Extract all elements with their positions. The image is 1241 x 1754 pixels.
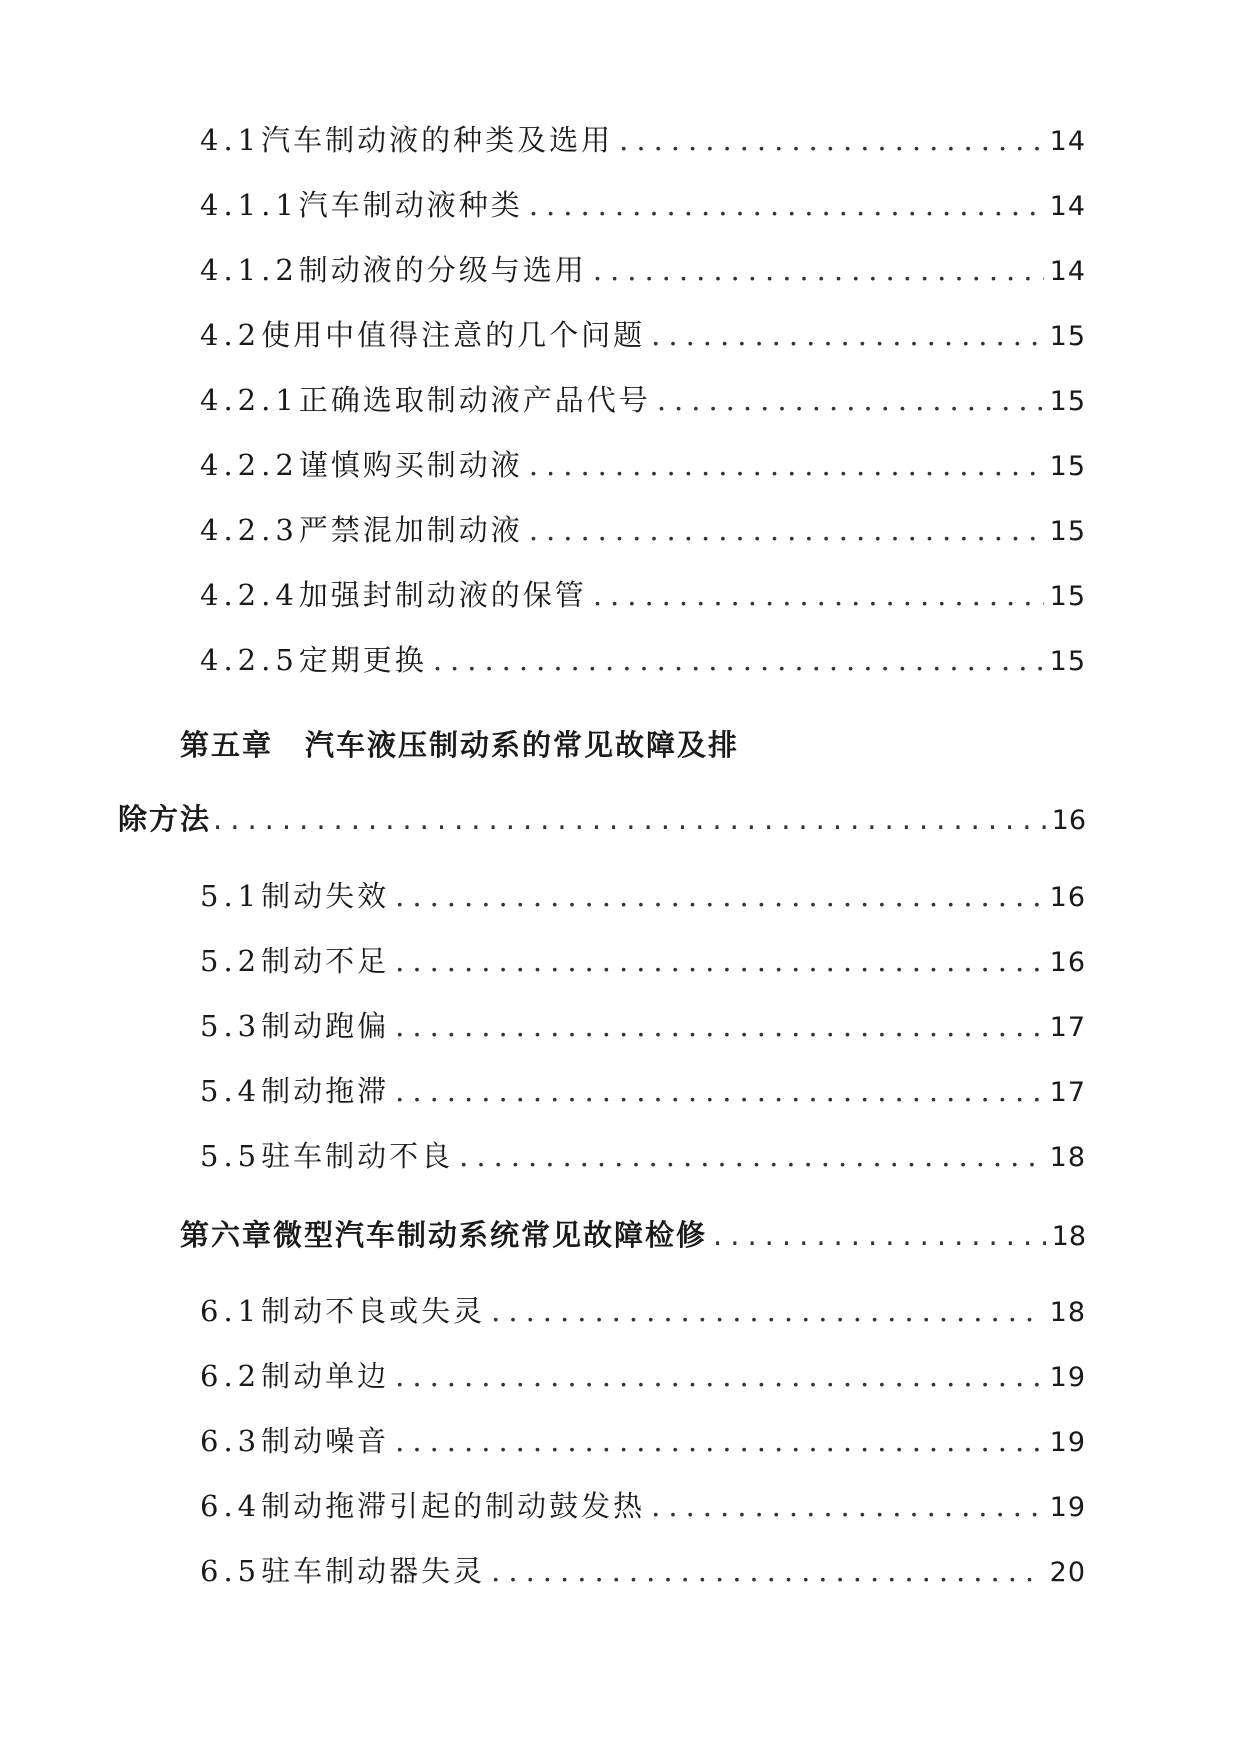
entry-page: 15 xyxy=(1049,321,1086,352)
entry-page: 20 xyxy=(1049,1557,1086,1588)
entry-number: 6.2 xyxy=(200,1359,262,1393)
toc-entry-4-2-3[interactable] xyxy=(200,508,1086,549)
entry-number: 6.5 xyxy=(200,1554,262,1588)
entry-number: 4.1.1 xyxy=(200,188,299,222)
toc-entry-6-4[interactable] xyxy=(200,1484,1086,1525)
entry-number: 5.3 xyxy=(200,1009,262,1043)
toc-entry-4-2[interactable] xyxy=(200,313,1086,354)
toc-entry-6-5[interactable] xyxy=(200,1549,1086,1590)
entry-title: 严禁混加制动液 xyxy=(298,513,523,547)
entry-title: 驻车制动不良 xyxy=(261,1139,454,1173)
entry-title: 制动噪音 xyxy=(261,1424,390,1458)
entry-number: 4.1.2 xyxy=(200,253,299,287)
entry-page: 16 xyxy=(1049,882,1086,913)
entry-page: 15 xyxy=(1049,451,1086,482)
toc-entry-6-3[interactable] xyxy=(200,1419,1086,1460)
entry-title: 使用中值得注意的几个问题 xyxy=(261,318,646,352)
chapter-title: 微型汽车制动系统常见故障检修 xyxy=(273,1218,708,1252)
entry-page: 17 xyxy=(1049,1077,1086,1108)
chapter-number: 第五章 xyxy=(180,728,274,762)
entry-page: 15 xyxy=(1049,516,1086,547)
toc-entry-4-2-1[interactable] xyxy=(200,378,1086,419)
entry-title: 汽车制动液的种类及选用 xyxy=(261,123,614,157)
dot-leader xyxy=(459,1139,1044,1173)
entry-title: 制动不良或失灵 xyxy=(261,1294,486,1328)
entry-title: 制动失效 xyxy=(261,879,390,913)
dot-leader xyxy=(395,1359,1044,1393)
dot-leader xyxy=(529,513,1044,547)
dot-leader xyxy=(395,1424,1044,1458)
entry-number: 6.4 xyxy=(200,1489,262,1523)
toc-entry-5-5[interactable] xyxy=(200,1134,1086,1175)
entry-page: 18 xyxy=(1049,1142,1086,1173)
dot-leader xyxy=(651,1489,1044,1523)
dot-leader xyxy=(657,383,1044,417)
entry-title: 正确选取制动液产品代号 xyxy=(298,383,651,417)
entry-page: 17 xyxy=(1049,1012,1086,1043)
chapter-title-continued: 除方法 xyxy=(118,802,212,836)
toc-entry-5-2[interactable] xyxy=(200,939,1086,980)
dot-leader xyxy=(213,802,1046,836)
entry-title: 汽车制动液种类 xyxy=(298,188,523,222)
toc-chapter-6[interactable] xyxy=(180,1213,1086,1254)
toc-entry-5-3[interactable] xyxy=(200,1004,1086,1045)
entry-number: 5.2 xyxy=(200,944,262,978)
entry-title: 制动拖滞 xyxy=(261,1074,390,1108)
toc-chapter-5-line2[interactable] xyxy=(118,797,1086,838)
dot-leader xyxy=(491,1294,1044,1328)
entry-title: 制动液的分级与选用 xyxy=(298,253,587,287)
entry-number: 4.2.5 xyxy=(200,643,299,677)
entry-number: 6.3 xyxy=(200,1424,262,1458)
entry-page: 14 xyxy=(1049,126,1086,157)
entry-number: 6.1 xyxy=(200,1294,262,1328)
entry-page: 19 xyxy=(1049,1362,1086,1393)
entry-title: 驻车制动器失灵 xyxy=(261,1554,486,1588)
entry-number: 4.2 xyxy=(200,318,262,352)
entry-page: 16 xyxy=(1049,947,1086,978)
toc-entry-5-1[interactable] xyxy=(200,874,1086,915)
entry-number: 5.1 xyxy=(200,879,262,913)
entry-page: 19 xyxy=(1049,1427,1086,1458)
dot-leader xyxy=(395,944,1044,978)
toc-entry-4-2-2[interactable] xyxy=(200,443,1086,484)
chapter-number: 第六章 xyxy=(180,1218,274,1252)
toc-entry-6-2[interactable] xyxy=(200,1354,1086,1395)
entry-title: 定期更换 xyxy=(298,643,427,677)
toc-entry-5-4[interactable] xyxy=(200,1069,1086,1110)
toc-entry-4-2-5[interactable] xyxy=(200,638,1086,679)
toc-entry-6-1[interactable] xyxy=(200,1289,1086,1330)
entry-page: 14 xyxy=(1049,191,1086,222)
entry-number: 5.4 xyxy=(200,1074,262,1108)
dot-leader xyxy=(651,318,1044,352)
dot-leader xyxy=(395,1074,1044,1108)
toc-chapter-5-line1[interactable] xyxy=(180,723,1086,764)
toc-entry-4-1-1[interactable] xyxy=(200,183,1086,224)
entry-number: 4.2.1 xyxy=(200,383,299,417)
dot-leader xyxy=(491,1554,1044,1588)
dot-leader xyxy=(593,578,1044,612)
entry-number: 5.5 xyxy=(200,1139,262,1173)
chapter-title: 汽车液压制动系的常见故障及排 xyxy=(305,728,740,762)
entry-title: 制动单边 xyxy=(261,1359,390,1393)
dot-leader xyxy=(433,643,1044,677)
entry-title: 制动不足 xyxy=(261,944,390,978)
toc-entry-4-1-2[interactable] xyxy=(200,248,1086,289)
entry-page: 15 xyxy=(1049,386,1086,417)
dot-leader xyxy=(593,253,1044,287)
toc-entry-4-1[interactable] xyxy=(200,118,1086,159)
dot-leader xyxy=(619,123,1044,157)
entry-page: 19 xyxy=(1049,1492,1086,1523)
entry-page: 15 xyxy=(1049,646,1086,677)
entry-number: 4.2.4 xyxy=(200,578,299,612)
entry-number: 4.1 xyxy=(200,123,262,157)
dot-leader xyxy=(713,1218,1046,1252)
dot-leader xyxy=(529,188,1044,222)
entry-page: 18 xyxy=(1049,1297,1086,1328)
entry-title: 制动拖滞引起的制动鼓发热 xyxy=(261,1489,646,1523)
entry-title: 加强封制动液的保管 xyxy=(298,578,587,612)
dot-leader xyxy=(529,448,1044,482)
dot-leader xyxy=(395,1009,1044,1043)
entry-number: 4.2.2 xyxy=(200,448,299,482)
entry-page: 14 xyxy=(1049,256,1086,287)
entry-number: 4.2.3 xyxy=(200,513,299,547)
toc-entry-4-2-4[interactable] xyxy=(200,573,1086,614)
chapter-page: 16 xyxy=(1051,805,1086,836)
chapter-page: 18 xyxy=(1051,1221,1086,1252)
dot-leader xyxy=(395,879,1044,913)
entry-title: 谨慎购买制动液 xyxy=(298,448,523,482)
entry-page: 15 xyxy=(1049,581,1086,612)
entry-title: 制动跑偏 xyxy=(261,1009,390,1043)
